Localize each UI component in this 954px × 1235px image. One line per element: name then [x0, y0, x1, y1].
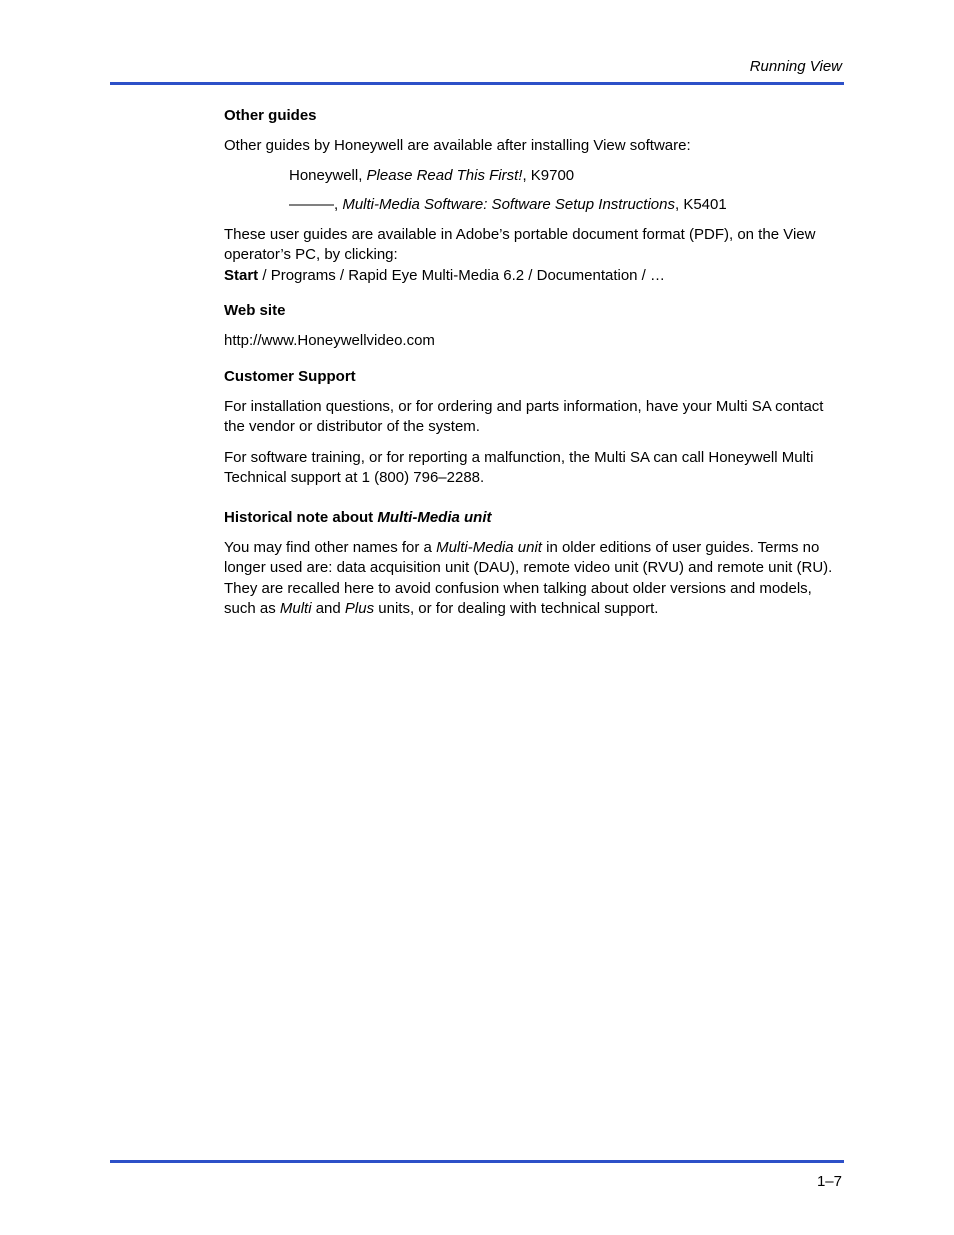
heading-prefix: Historical note about: [224, 508, 378, 526]
page-content: [224, 106, 846, 620]
guide-code: , K5401: [675, 196, 727, 213]
pdf-availability-note: These user guides are available in Adobe’s portable document format (PDF), on the View operator’s PC, by clicking:: [224, 225, 816, 263]
heading-emphasis: Multi-Media unit: [377, 508, 492, 526]
emphasis-run: Multi-Media unit: [436, 538, 542, 556]
customer-support-heading: Customer Support: [224, 367, 356, 385]
emphasis-run: Multi: [279, 600, 312, 617]
historical-note-heading: [224, 508, 846, 528]
other-guides-heading: Other guides: [224, 107, 317, 124]
text-run: in older editions of user guides. Terms no longer used are: data acquisition unit (DAU), remote video unit (RVU) and remote unit (RU). They are recalled here to avoid confusion when talking about older versions and models, such as: [224, 538, 833, 617]
guide-reference-k9700: [224, 166, 846, 187]
guide-author: ———,: [289, 196, 343, 213]
emphasis-run: Plus: [344, 600, 375, 617]
customer-support-section: [224, 367, 846, 489]
footer-rule: [110, 1160, 844, 1163]
historical-note-section: [224, 508, 846, 620]
running-header-title: Running View: [749, 58, 842, 75]
path-rest: / Programs / Rapid Eye Multi-Media 6.2 / Documentation / …: [258, 266, 666, 284]
web-site-heading: Web site: [224, 302, 286, 319]
historical-note-text: [224, 538, 846, 620]
other-guides-section: [224, 106, 846, 286]
text-run: You may find other names for a: [224, 538, 437, 556]
guide-reference-k5401: [224, 195, 846, 216]
text-run: and: [311, 600, 345, 617]
web-site-url: http://www.Honeywellvideo.com: [224, 332, 435, 349]
header-rule: [110, 82, 844, 85]
path-start: Start: [224, 266, 259, 284]
guide-code: , K9700: [522, 166, 575, 184]
text-run: units, or for dealing with technical support.: [374, 600, 659, 617]
other-guides-intro: Other guides by Honeywell are available after installing View software:: [224, 137, 691, 154]
web-site-section: [224, 301, 846, 352]
page-number: 1–7: [816, 1173, 842, 1190]
guide-title: Please Read This First!: [366, 166, 523, 184]
customer-support-installation: For installation questions, or for ordering and parts information, have your Multi SA contact the vendor or distributor of the system.: [224, 397, 824, 435]
customer-support-training: For software training, or for reporting a malfunction, the Multi SA can call Honeywell Multi Technical support at 1 (800) 796–2288.: [224, 448, 814, 486]
guide-author: Honeywell,: [289, 166, 367, 184]
guide-title: Multi-Media Software: Software Setup Instructions: [342, 196, 675, 213]
documentation-menu-path: [224, 266, 846, 287]
